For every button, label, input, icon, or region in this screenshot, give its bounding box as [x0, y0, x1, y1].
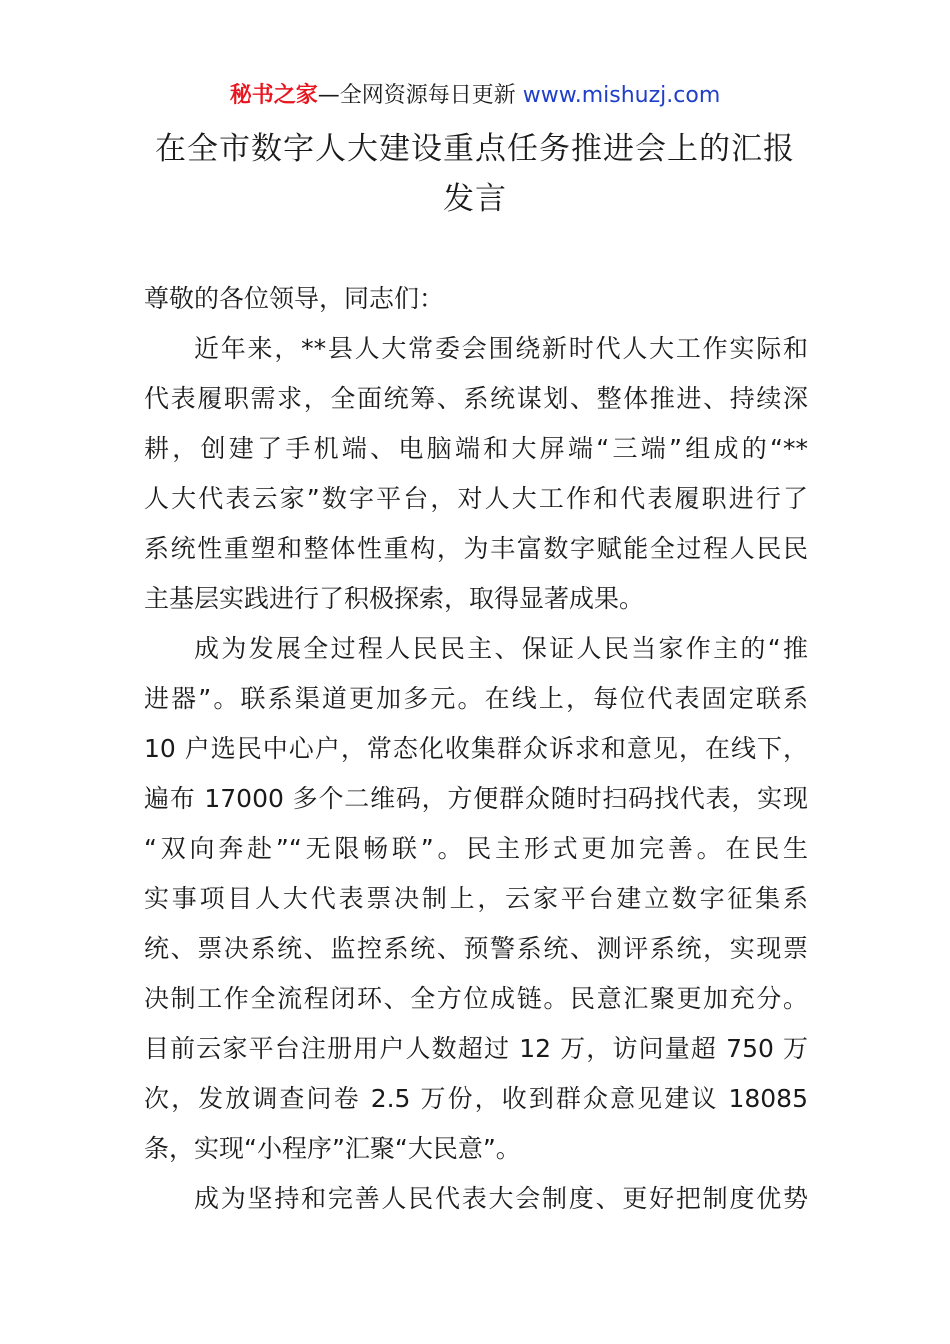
- salutation: 尊敬的各位领导，同志们：: [144, 284, 445, 313]
- paragraph-line: 成为发展全过程人民民主、保证人民当家作主的“推: [194, 634, 808, 663]
- banner-tagline: —全网资源每日更新: [317, 83, 523, 108]
- paragraph-line: 系统性重塑和整体性重构，为丰富数字赋能全过程人民民: [144, 534, 808, 563]
- document-body: [144, 274, 808, 1224]
- site-url-link[interactable]: www.mishuzj.com: [522, 83, 721, 108]
- paragraph-line: 遍布 17000 多个二维码，方便群众随时扫码找代表，实现: [144, 784, 808, 813]
- site-banner: [0, 80, 950, 112]
- title-line-1: 在全市数字人大建设重点任务推进会上的汇报: [155, 131, 795, 167]
- brand-name: 秘书之家: [229, 83, 318, 108]
- paragraph-line: 实事项目人大代表票决制上，云家平台建立数字征集系: [144, 884, 808, 913]
- paragraph-line: 进器”。联系渠道更加多元。在线上，每位代表固定联系: [144, 684, 808, 713]
- paragraph-line: 近年来，**县人大常委会围绕新时代人大工作实际和: [194, 334, 808, 363]
- paragraph-line: 耕，创建了手机端、电脑端和大屏端“三端”组成的“**: [144, 434, 808, 463]
- paragraph-line: 目前云家平台注册用户人数超过 12 万，访问量超 750 万: [144, 1034, 808, 1063]
- paragraph-line: 人大代表云家”数字平台，对人大工作和代表履职进行了: [144, 484, 808, 513]
- document-title: [120, 124, 830, 224]
- paragraph-line: 代表履职需求，全面统筹、系统谋划、整体推进、持续深: [144, 384, 808, 413]
- paragraph-line: 成为坚持和完善人民代表大会制度、更好把制度优势: [194, 1184, 808, 1213]
- paragraph-line: 次，发放调查问卷 2.5 万份，收到群众意见建议 18085: [144, 1084, 808, 1113]
- paragraph-line: 条，实现“小程序”汇聚“大民意”。: [144, 1134, 521, 1163]
- paragraph-line: “双向奔赴”“无限畅联”。民主形式更加完善。在民生: [144, 834, 808, 863]
- paragraph-line: 主基层实践进行了积极探索，取得显著成果。: [144, 584, 645, 613]
- title-line-2: 发言: [443, 181, 507, 217]
- paragraph-line: 10 户选民中心户，常态化收集群众诉求和意见，在线下，: [144, 734, 808, 763]
- paragraph-line: 统、票决系统、监控系统、预警系统、测评系统，实现票: [144, 934, 808, 963]
- paragraph-line: 决制工作全流程闭环、全方位成链。民意汇聚更加充分。: [144, 984, 808, 1013]
